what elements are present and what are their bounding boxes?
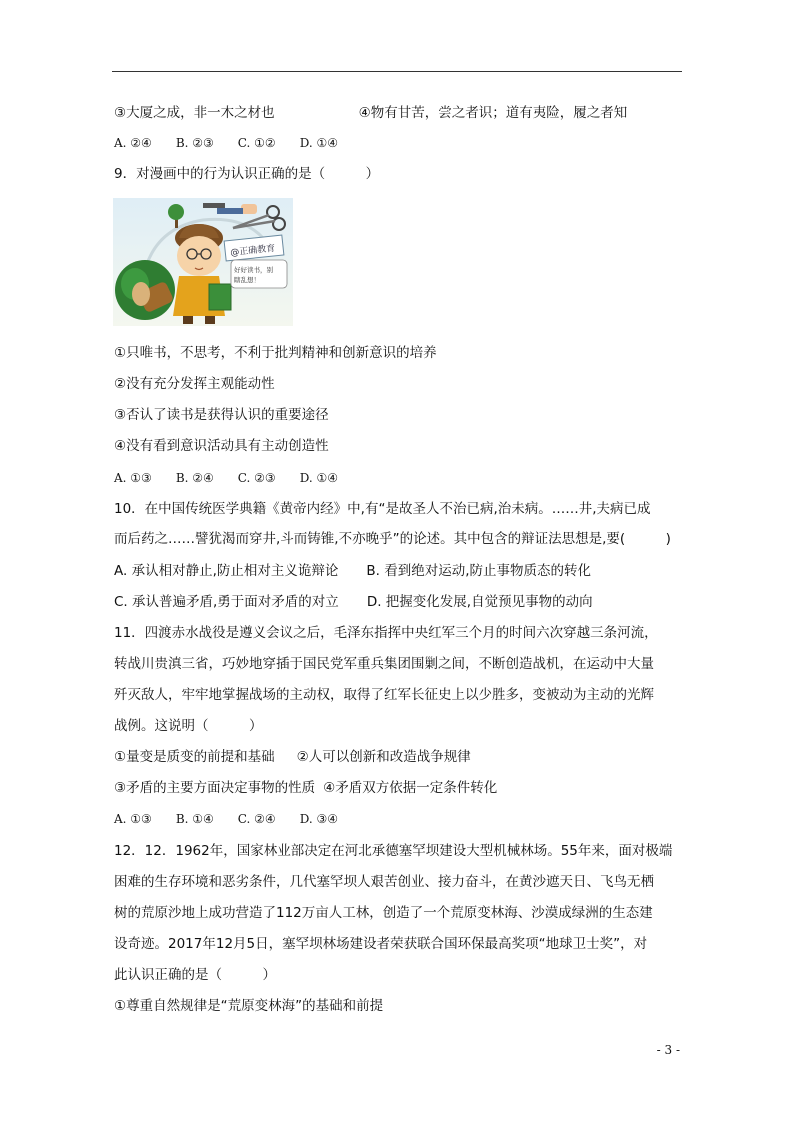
q9-item3: ③否认了读书是获得认识的重要途径 bbox=[114, 407, 329, 423]
q9-item1: ①只唯书，不思考，不利于批判精神和创新意识的培养 bbox=[114, 345, 437, 361]
q8-choice-a[interactable]: A. ②④ bbox=[114, 136, 152, 150]
q11-items-row1 bbox=[114, 748, 471, 766]
q10-choice-c[interactable]: C. 承认普遍矛盾,勇于面对矛盾的对立 bbox=[114, 594, 339, 610]
q11-choices bbox=[114, 810, 338, 828]
q10-stem-line1: 10．在中国传统医学典籍《黄帝内经》中,有“是故圣人不治已病,治未病。……井,夫病已成 bbox=[114, 501, 651, 517]
q11-choice-c[interactable]: C. ②④ bbox=[237, 812, 276, 826]
q11-item4: ④矛盾双方依据一定条件转化 bbox=[323, 780, 498, 796]
q9-choice-c[interactable]: C. ②③ bbox=[237, 471, 276, 485]
q11-stem-line2: 转战川贵滇三省，巧妙地穿插于国民党军重兵集团围剿之间，不断创造战机，在运动中大量 bbox=[114, 656, 654, 672]
q12-stem-line5: 此认识正确的是（ ） bbox=[114, 967, 276, 983]
q8-choices bbox=[114, 134, 338, 152]
svg-text:瞎乱想！: 瞎乱想！ bbox=[234, 276, 260, 284]
q9-choice-b[interactable]: B. ②④ bbox=[175, 471, 214, 485]
q9-choice-a[interactable]: A. ①③ bbox=[114, 471, 152, 485]
q10-choice-b[interactable]: B. 看到绝对运动,防止事物质态的转化 bbox=[366, 563, 592, 579]
q11-choice-d[interactable]: D. ③④ bbox=[299, 812, 339, 826]
q10-stem-line2: 而后药之……譬犹渴而穿井,斗而铸锥,不亦晚乎”的论述。其中包含的辩证法思想是,要( ) bbox=[114, 531, 671, 547]
q10-choices-row1 bbox=[114, 562, 591, 580]
q8-choice-b[interactable]: B. ②③ bbox=[175, 136, 214, 150]
q9-choice-d[interactable]: D. ①④ bbox=[299, 471, 339, 485]
q11-item2: ②人可以创新和改造战争规律 bbox=[296, 749, 471, 765]
header-rule bbox=[112, 71, 682, 72]
q12-stem-line2: 困难的生存环境和恶劣条件，几代塞罕坝人艰苦创业、接力奋斗，在黄沙遮天日、飞鸟无栖 bbox=[114, 874, 654, 890]
q9-item2: ②没有充分发挥主观能动性 bbox=[114, 376, 275, 392]
q8-choice-c[interactable]: C. ①② bbox=[237, 136, 276, 150]
q11-item3: ③矛盾的主要方面决定事物的性质 bbox=[114, 780, 316, 796]
q8-item3-item4-row bbox=[114, 104, 627, 122]
tree-stump-icon bbox=[115, 260, 175, 320]
q11-choice-b[interactable]: B. ①④ bbox=[175, 812, 214, 826]
speech-bubble bbox=[231, 260, 287, 288]
q9-item4: ④没有看到意识活动具有主动创造性 bbox=[114, 438, 329, 454]
sign-text: @正确教育 bbox=[229, 243, 276, 259]
q12-item1: ①尊重自然规律是“荒原变林海”的基础和前提 bbox=[114, 998, 384, 1014]
q11-items-row2 bbox=[114, 779, 497, 797]
q9-choices bbox=[114, 469, 338, 487]
q8-item4: ④物有甘苦，尝之者识；道有夷险，履之者知 bbox=[358, 105, 628, 121]
q8-choice-d[interactable]: D. ①④ bbox=[299, 136, 339, 150]
q11-stem-line1: 11．四渡赤水战役是遵义会议之后，毛泽东指挥中央红军三个月的时间六次穿越三条河流， bbox=[114, 625, 658, 641]
q12-stem-line4: 设奇迹。2017年12月5日，塞罕坝林场建设者荣获联合国环保最高奖项“地球卫士奖”，对 bbox=[114, 936, 648, 952]
q11-choice-a[interactable]: A. ①③ bbox=[114, 812, 152, 826]
q11-stem-line4: 战例。这说明（ ） bbox=[114, 718, 263, 734]
q10-choices-row2 bbox=[114, 593, 593, 611]
svg-text:好好读书，别: 好好读书，别 bbox=[234, 266, 273, 274]
q11-stem-line3: 歼灭敌人，牢牢地掌握战场的主动权，取得了红军长征史上以少胜多，变被动为主动的光辉 bbox=[114, 687, 654, 703]
q12-stem-line3: 树的荒原沙地上成功营造了112万亩人工林，创造了一个荒原变林海、沙漠成绿洲的生态建 bbox=[114, 905, 653, 921]
q9-cartoon-image bbox=[113, 198, 293, 326]
q8-item3: ③大厦之成，非一木之材也 bbox=[114, 105, 275, 121]
q9-stem: 9．对漫画中的行为认识正确的是（ ） bbox=[114, 166, 380, 182]
q10-choice-a[interactable]: A. 承认相对静止,防止相对主义诡辩论 bbox=[114, 563, 339, 579]
q11-item1: ①量变是质变的前提和基础 bbox=[114, 749, 275, 765]
q12-stem-line1: 12．12．1962年，国家林业部决定在河北承德塞罕坝建设大型机械林场。55年来，面对极端 bbox=[114, 843, 673, 859]
q10-choice-d[interactable]: D. 把握变化发展,自觉预见事物的动向 bbox=[366, 594, 593, 610]
page-number: - 3 - bbox=[656, 1043, 680, 1057]
